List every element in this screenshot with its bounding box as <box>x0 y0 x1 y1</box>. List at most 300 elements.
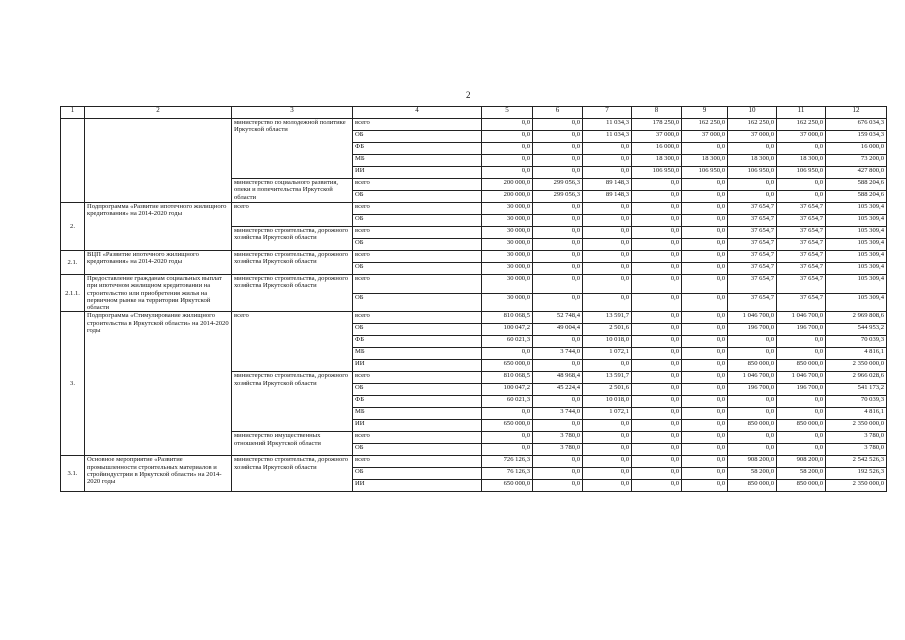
header-cell: 2 <box>85 107 232 119</box>
value-cell: 0,0 <box>632 336 682 348</box>
value-cell: 0,0 <box>682 444 728 456</box>
value-cell: 0,0 <box>583 155 632 167</box>
value-cell: 106 950,0 <box>728 167 777 179</box>
program-name: Предоставление гражданам социальных выплат при ипотечном жилищном кредитовании на строительство или приобретения жилья на первичном рынке на территории Иркутской области <box>85 275 232 312</box>
value-cell: 105 309,4 <box>826 239 887 251</box>
value-cell: 58 200,0 <box>728 468 777 480</box>
value-cell: 0,0 <box>728 444 777 456</box>
value-cell: 588 204,6 <box>826 179 887 191</box>
value-cell: 1 046 700,0 <box>777 312 826 324</box>
value-cell: 105 309,4 <box>826 275 887 294</box>
value-cell: 30 000,0 <box>482 293 533 312</box>
value-cell: 0,0 <box>728 432 777 444</box>
value-cell: 0,0 <box>632 480 682 492</box>
source-cell: всего <box>353 179 482 191</box>
value-cell: 60 021,3 <box>482 336 533 348</box>
value-cell: 850 000,0 <box>777 420 826 432</box>
value-cell: 0,0 <box>533 227 583 239</box>
value-cell: 810 068,5 <box>482 372 533 384</box>
header-cell: 7 <box>583 107 632 119</box>
value-cell: 106 950,0 <box>632 167 682 179</box>
value-cell: 0,0 <box>482 119 533 131</box>
value-cell: 37 654,7 <box>777 275 826 294</box>
source-cell: ИИ <box>353 167 482 179</box>
value-cell: 3 780,0 <box>533 444 583 456</box>
value-cell: 100 047,2 <box>482 324 533 336</box>
value-cell: 30 000,0 <box>482 251 533 263</box>
source-cell: ОБ <box>353 191 482 203</box>
value-cell: 0,0 <box>632 408 682 420</box>
value-cell: 37 654,7 <box>728 239 777 251</box>
value-cell: 0,0 <box>632 275 682 294</box>
value-cell: 0,0 <box>632 384 682 396</box>
value-cell: 37 654,7 <box>728 293 777 312</box>
source-cell: всего <box>353 227 482 239</box>
row-number: 2. <box>61 203 85 251</box>
value-cell: 0,0 <box>682 275 728 294</box>
executor-cell: министерство строительства, дорожного хозяйства Иркутской области <box>232 372 353 432</box>
value-cell: 0,0 <box>632 420 682 432</box>
value-cell: 4 816,1 <box>826 408 887 420</box>
source-cell: всего <box>353 275 482 294</box>
source-cell: ОБ <box>353 293 482 312</box>
value-cell: 0,0 <box>533 468 583 480</box>
source-cell: ОБ <box>353 239 482 251</box>
row-number: 3.1. <box>61 456 85 492</box>
value-cell: 299 056,3 <box>533 191 583 203</box>
row-number: 3. <box>61 312 85 456</box>
value-cell: 0,0 <box>632 324 682 336</box>
value-cell: 850 000,0 <box>728 480 777 492</box>
value-cell: 52 748,4 <box>533 312 583 324</box>
value-cell: 676 034,3 <box>826 119 887 131</box>
value-cell: 37 654,7 <box>777 203 826 215</box>
source-cell: ФБ <box>353 336 482 348</box>
value-cell: 0,0 <box>583 420 632 432</box>
header-cell: 11 <box>777 107 826 119</box>
value-cell: 100 047,2 <box>482 384 533 396</box>
value-cell: 0,0 <box>777 191 826 203</box>
value-cell: 0,0 <box>682 336 728 348</box>
value-cell: 0,0 <box>583 167 632 179</box>
value-cell: 0,0 <box>728 348 777 360</box>
value-cell: 0,0 <box>583 263 632 275</box>
value-cell: 0,0 <box>533 215 583 227</box>
value-cell: 0,0 <box>632 293 682 312</box>
value-cell: 30 000,0 <box>482 275 533 294</box>
value-cell: 196 700,0 <box>777 324 826 336</box>
value-cell: 0,0 <box>682 396 728 408</box>
value-cell: 0,0 <box>533 155 583 167</box>
source-cell: ФБ <box>353 396 482 408</box>
value-cell: 3 780,0 <box>533 432 583 444</box>
value-cell: 0,0 <box>583 203 632 215</box>
value-cell: 0,0 <box>583 227 632 239</box>
value-cell: 30 000,0 <box>482 215 533 227</box>
value-cell: 37 654,7 <box>728 215 777 227</box>
executor-cell: министерство социального развития, опеки и попечительства Иркутской области <box>232 179 353 203</box>
value-cell: 45 224,4 <box>533 384 583 396</box>
value-cell: 0,0 <box>583 456 632 468</box>
value-cell: 105 309,4 <box>826 215 887 227</box>
program-name: ВЦП «Развитие ипотечного жилищного кредитования» на 2014-2020 годы <box>85 251 232 275</box>
source-cell: всего <box>353 372 482 384</box>
header-row <box>61 107 887 119</box>
value-cell: 0,0 <box>533 293 583 312</box>
value-cell: 162 250,0 <box>728 119 777 131</box>
value-cell: 30 000,0 <box>482 203 533 215</box>
value-cell: 10 018,0 <box>583 396 632 408</box>
value-cell: 0,0 <box>482 131 533 143</box>
value-cell: 0,0 <box>583 432 632 444</box>
value-cell: 0,0 <box>632 348 682 360</box>
value-cell: 196 700,0 <box>728 384 777 396</box>
value-cell: 18 300,0 <box>682 155 728 167</box>
value-cell: 0,0 <box>632 239 682 251</box>
value-cell: 0,0 <box>632 468 682 480</box>
value-cell: 11 034,3 <box>583 131 632 143</box>
source-cell: ОБ <box>353 215 482 227</box>
value-cell: 0,0 <box>533 251 583 263</box>
value-cell: 162 250,0 <box>777 119 826 131</box>
value-cell: 0,0 <box>682 143 728 155</box>
value-cell: 0,0 <box>533 396 583 408</box>
value-cell: 0,0 <box>682 251 728 263</box>
executor-cell: всего <box>232 203 353 227</box>
header-cell: 1 <box>61 107 85 119</box>
value-cell: 58 200,0 <box>777 468 826 480</box>
value-cell: 850 000,0 <box>777 360 826 372</box>
value-cell: 0,0 <box>482 143 533 155</box>
executor-cell: министерство имущественных отношений Иркутской области <box>232 432 353 456</box>
value-cell: 0,0 <box>533 360 583 372</box>
value-cell: 2 350 000,0 <box>826 480 887 492</box>
value-cell: 30 000,0 <box>482 239 533 251</box>
header-cell: 12 <box>826 107 887 119</box>
value-cell: 0,0 <box>533 239 583 251</box>
value-cell: 908 200,0 <box>728 456 777 468</box>
value-cell: 37 000,0 <box>728 131 777 143</box>
value-cell: 49 004,4 <box>533 324 583 336</box>
value-cell: 0,0 <box>583 239 632 251</box>
value-cell: 0,0 <box>533 119 583 131</box>
value-cell: 159 034,3 <box>826 131 887 143</box>
executor-cell: министерство строительства, дорожного хозяйства Иркутской области <box>232 251 353 275</box>
value-cell: 299 056,3 <box>533 179 583 191</box>
header-cell: 3 <box>232 107 353 119</box>
value-cell: 18 300,0 <box>632 155 682 167</box>
source-cell: МБ <box>353 348 482 360</box>
value-cell: 0,0 <box>682 408 728 420</box>
value-cell: 0,0 <box>777 336 826 348</box>
value-cell: 0,0 <box>728 408 777 420</box>
value-cell: 0,0 <box>682 468 728 480</box>
value-cell: 0,0 <box>632 203 682 215</box>
value-cell: 0,0 <box>682 360 728 372</box>
value-cell: 70 039,3 <box>826 336 887 348</box>
program-name: Подпрограмма «Развитие ипотечного жилищного кредитования» на 2014-2020 годы <box>85 203 232 251</box>
value-cell: 2 350 000,0 <box>826 420 887 432</box>
source-cell: ОБ <box>353 468 482 480</box>
value-cell: 850 000,0 <box>728 420 777 432</box>
value-cell: 2 501,6 <box>583 324 632 336</box>
value-cell: 3 780,0 <box>826 432 887 444</box>
value-cell: 0,0 <box>583 293 632 312</box>
value-cell: 37 654,7 <box>728 203 777 215</box>
value-cell: 0,0 <box>682 312 728 324</box>
value-cell: 0,0 <box>583 143 632 155</box>
source-cell: ОБ <box>353 444 482 456</box>
source-cell: всего <box>353 119 482 131</box>
value-cell: 162 250,0 <box>682 119 728 131</box>
program-name: Основное мероприятие «Развитие промышленности строительных материалов и стройиндустрии в Иркутской области» на 2014-2020 годы <box>85 456 232 492</box>
value-cell: 0,0 <box>682 191 728 203</box>
table-row <box>61 456 887 468</box>
value-cell: 0,0 <box>533 263 583 275</box>
table-row <box>61 275 887 294</box>
value-cell: 0,0 <box>777 444 826 456</box>
value-cell: 0,0 <box>682 203 728 215</box>
value-cell: 541 173,2 <box>826 384 887 396</box>
value-cell: 0,0 <box>583 275 632 294</box>
source-cell: ФБ <box>353 143 482 155</box>
value-cell: 178 250,0 <box>632 119 682 131</box>
value-cell: 4 816,1 <box>826 348 887 360</box>
value-cell: 37 654,7 <box>777 293 826 312</box>
value-cell: 0,0 <box>728 336 777 348</box>
value-cell: 30 000,0 <box>482 263 533 275</box>
value-cell: 10 018,0 <box>583 336 632 348</box>
value-cell: 3 780,0 <box>826 444 887 456</box>
value-cell: 60 021,3 <box>482 396 533 408</box>
value-cell: 0,0 <box>682 456 728 468</box>
value-cell: 106 950,0 <box>777 167 826 179</box>
table-row <box>61 251 887 263</box>
value-cell: 0,0 <box>533 203 583 215</box>
value-cell: 37 654,7 <box>728 227 777 239</box>
table-row <box>61 312 887 324</box>
value-cell: 0,0 <box>682 263 728 275</box>
value-cell: 588 204,6 <box>826 191 887 203</box>
row-number: 2.1.1. <box>61 275 85 312</box>
source-cell: ОБ <box>353 131 482 143</box>
value-cell: 11 034,3 <box>583 119 632 131</box>
value-cell: 0,0 <box>777 396 826 408</box>
value-cell: 0,0 <box>682 432 728 444</box>
value-cell: 16 000,0 <box>632 143 682 155</box>
value-cell: 0,0 <box>632 227 682 239</box>
value-cell: 0,0 <box>632 432 682 444</box>
value-cell: 0,0 <box>682 293 728 312</box>
value-cell: 1 046 700,0 <box>728 372 777 384</box>
header-cell: 8 <box>632 107 682 119</box>
value-cell: 1 072,1 <box>583 348 632 360</box>
value-cell: 105 309,4 <box>826 227 887 239</box>
value-cell: 0,0 <box>682 215 728 227</box>
value-cell: 3 744,0 <box>533 408 583 420</box>
value-cell: 0,0 <box>533 420 583 432</box>
table-row <box>61 203 887 215</box>
executor-cell: министерство строительства, дорожного хозяйства Иркутской области <box>232 275 353 312</box>
value-cell: 0,0 <box>682 372 728 384</box>
value-cell: 650 000,0 <box>482 420 533 432</box>
value-cell: 0,0 <box>533 456 583 468</box>
source-cell: МБ <box>353 155 482 167</box>
value-cell: 0,0 <box>632 179 682 191</box>
value-cell: 196 700,0 <box>728 324 777 336</box>
value-cell: 0,0 <box>583 360 632 372</box>
value-cell: 13 591,7 <box>583 312 632 324</box>
value-cell: 18 300,0 <box>777 155 826 167</box>
value-cell: 13 591,7 <box>583 372 632 384</box>
value-cell: 37 654,7 <box>777 227 826 239</box>
source-cell: ОБ <box>353 384 482 396</box>
value-cell: 192 526,3 <box>826 468 887 480</box>
value-cell: 0,0 <box>632 360 682 372</box>
value-cell: 30 000,0 <box>482 227 533 239</box>
value-cell: 0,0 <box>583 251 632 263</box>
executor-cell: министерство строительства, дорожного хозяйства Иркутской области <box>232 227 353 251</box>
value-cell: 0,0 <box>533 167 583 179</box>
value-cell: 37 000,0 <box>682 131 728 143</box>
value-cell: 0,0 <box>632 396 682 408</box>
header-cell: 10 <box>728 107 777 119</box>
value-cell: 810 068,5 <box>482 312 533 324</box>
value-cell: 0,0 <box>728 396 777 408</box>
value-cell: 37 654,7 <box>777 251 826 263</box>
value-cell: 0,0 <box>632 191 682 203</box>
value-cell: 16 000,0 <box>826 143 887 155</box>
value-cell: 37 654,7 <box>777 215 826 227</box>
source-cell: МБ <box>353 408 482 420</box>
value-cell: 0,0 <box>682 420 728 432</box>
value-cell: 0,0 <box>482 167 533 179</box>
source-cell: ИИ <box>353 360 482 372</box>
value-cell: 0,0 <box>682 179 728 191</box>
value-cell: 2 966 028,6 <box>826 372 887 384</box>
value-cell: 2 969 808,6 <box>826 312 887 324</box>
value-cell: 2 350 000,0 <box>826 360 887 372</box>
source-cell: всего <box>353 312 482 324</box>
value-cell: 105 309,4 <box>826 251 887 263</box>
value-cell: 0,0 <box>583 480 632 492</box>
value-cell: 48 968,4 <box>533 372 583 384</box>
value-cell: 89 148,3 <box>583 191 632 203</box>
value-cell: 0,0 <box>482 155 533 167</box>
value-cell: 37 654,7 <box>777 239 826 251</box>
source-cell: всего <box>353 432 482 444</box>
value-cell: 73 200,0 <box>826 155 887 167</box>
executor-cell: министерство строительства, дорожного хозяйства Иркутской области <box>232 456 353 492</box>
value-cell: 105 309,4 <box>826 293 887 312</box>
value-cell: 37 654,7 <box>728 251 777 263</box>
source-cell: ИИ <box>353 480 482 492</box>
value-cell: 0,0 <box>632 372 682 384</box>
source-cell: всего <box>353 203 482 215</box>
value-cell: 0,0 <box>482 444 533 456</box>
value-cell: 0,0 <box>482 348 533 360</box>
source-cell: всего <box>353 251 482 263</box>
value-cell: 200 000,0 <box>482 179 533 191</box>
value-cell: 0,0 <box>583 444 632 456</box>
value-cell: 0,0 <box>482 408 533 420</box>
value-cell: 0,0 <box>632 444 682 456</box>
value-cell: 0,0 <box>533 336 583 348</box>
table-row <box>61 119 887 131</box>
value-cell: 0,0 <box>777 179 826 191</box>
value-cell: 0,0 <box>583 215 632 227</box>
executor-cell: всего <box>232 312 353 372</box>
source-cell: ИИ <box>353 420 482 432</box>
value-cell: 76 126,3 <box>482 468 533 480</box>
value-cell: 106 950,0 <box>682 167 728 179</box>
financing-table <box>60 106 887 492</box>
value-cell: 37 000,0 <box>632 131 682 143</box>
value-cell: 0,0 <box>632 263 682 275</box>
value-cell: 0,0 <box>632 456 682 468</box>
value-cell: 0,0 <box>777 143 826 155</box>
value-cell: 0,0 <box>632 251 682 263</box>
value-cell: 1 046 700,0 <box>728 312 777 324</box>
value-cell: 650 000,0 <box>482 480 533 492</box>
source-cell: ОБ <box>353 263 482 275</box>
value-cell: 0,0 <box>583 468 632 480</box>
value-cell: 105 309,4 <box>826 203 887 215</box>
value-cell: 0,0 <box>777 408 826 420</box>
value-cell: 0,0 <box>482 432 533 444</box>
header-cell: 9 <box>682 107 728 119</box>
value-cell: 650 000,0 <box>482 360 533 372</box>
page-number: 2 <box>466 90 471 100</box>
value-cell: 726 126,3 <box>482 456 533 468</box>
value-cell: 105 309,4 <box>826 263 887 275</box>
value-cell: 3 744,0 <box>533 348 583 360</box>
value-cell: 0,0 <box>682 227 728 239</box>
executor-cell: министерство по молодежной политике Иркутской области <box>232 119 353 179</box>
value-cell: 89 148,3 <box>583 179 632 191</box>
value-cell: 1 046 700,0 <box>777 372 826 384</box>
value-cell: 70 039,3 <box>826 396 887 408</box>
value-cell: 0,0 <box>533 131 583 143</box>
value-cell: 1 072,1 <box>583 408 632 420</box>
header-cell: 6 <box>533 107 583 119</box>
program-name: Подпрограмма «Стимулирование жилищного строительства в Иркутской области» на 2014-2020 годы <box>85 312 232 456</box>
value-cell: 0,0 <box>682 480 728 492</box>
value-cell: 37 654,7 <box>728 275 777 294</box>
value-cell: 0,0 <box>777 432 826 444</box>
value-cell: 0,0 <box>682 384 728 396</box>
source-cell: всего <box>353 456 482 468</box>
value-cell: 0,0 <box>632 312 682 324</box>
value-cell: 37 000,0 <box>777 131 826 143</box>
value-cell: 0,0 <box>632 215 682 227</box>
value-cell: 0,0 <box>533 480 583 492</box>
value-cell: 196 700,0 <box>777 384 826 396</box>
value-cell: 850 000,0 <box>777 480 826 492</box>
value-cell: 0,0 <box>682 324 728 336</box>
value-cell: 427 800,0 <box>826 167 887 179</box>
header-cell: 5 <box>482 107 533 119</box>
value-cell: 0,0 <box>533 275 583 294</box>
value-cell: 0,0 <box>682 239 728 251</box>
value-cell: 850 000,0 <box>728 360 777 372</box>
value-cell: 0,0 <box>533 143 583 155</box>
value-cell: 0,0 <box>728 179 777 191</box>
header-cell: 4 <box>353 107 482 119</box>
value-cell: 0,0 <box>682 348 728 360</box>
value-cell: 37 654,7 <box>777 263 826 275</box>
value-cell: 2 542 526,3 <box>826 456 887 468</box>
